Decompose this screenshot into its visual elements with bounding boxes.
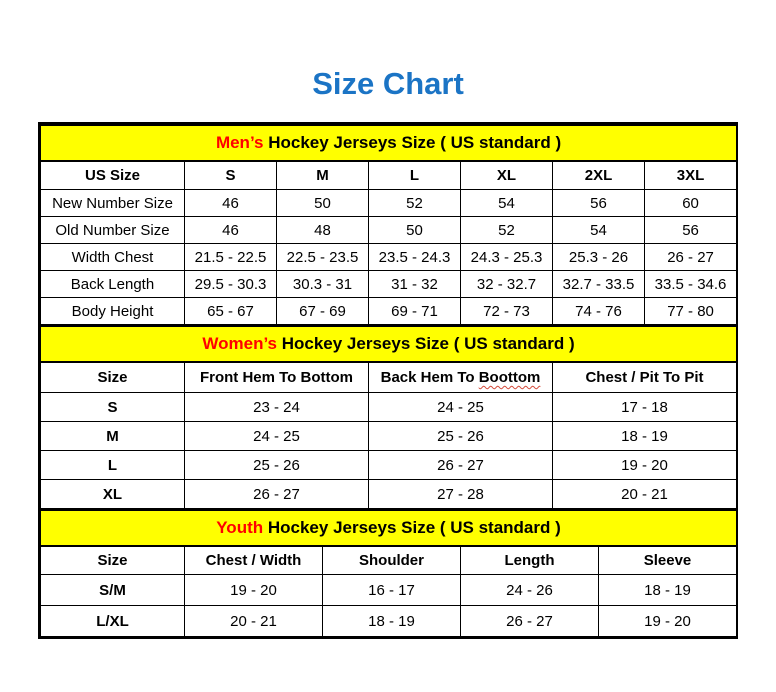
column-header: Shoulder bbox=[323, 546, 461, 575]
table-cell: 65 - 67 bbox=[185, 298, 277, 325]
table-cell: 18 - 19 bbox=[599, 575, 737, 606]
youth-highlight-word: Youth bbox=[216, 518, 264, 537]
mens-header-row bbox=[41, 161, 737, 190]
table-row bbox=[41, 575, 737, 606]
column-header: Length bbox=[461, 546, 599, 575]
table-cell: 26 - 27 bbox=[369, 451, 553, 480]
row-label: Body Height bbox=[41, 298, 185, 325]
mens-section-header bbox=[41, 125, 737, 161]
column-header: Sleeve bbox=[599, 546, 737, 575]
table-cell: 19 - 20 bbox=[553, 451, 737, 480]
table-row bbox=[41, 298, 737, 325]
column-header: XL bbox=[461, 161, 553, 190]
table-cell: 24 - 25 bbox=[185, 422, 369, 451]
table-cell: 25 - 26 bbox=[185, 451, 369, 480]
table-cell: 26 - 27 bbox=[185, 480, 369, 509]
youth-section-header bbox=[41, 510, 737, 546]
column-header: 2XL bbox=[553, 161, 645, 190]
column-header: Size bbox=[41, 546, 185, 575]
table-cell: 31 - 32 bbox=[369, 271, 461, 298]
column-header: Front Hem To Bottom bbox=[185, 362, 369, 393]
youth-size-table bbox=[40, 509, 737, 637]
table-cell: 67 - 69 bbox=[277, 298, 369, 325]
table-cell: 20 - 21 bbox=[553, 480, 737, 509]
youth-section-title bbox=[41, 510, 737, 546]
row-label: S bbox=[41, 393, 185, 422]
table-cell: 72 - 73 bbox=[461, 298, 553, 325]
table-cell: 16 - 17 bbox=[323, 575, 461, 606]
table-cell: 26 - 27 bbox=[461, 606, 599, 637]
table-cell: 30.3 - 31 bbox=[277, 271, 369, 298]
table-cell: 60 bbox=[645, 190, 737, 217]
table-cell: 33.5 - 34.6 bbox=[645, 271, 737, 298]
misspelled-word: Boottom bbox=[478, 369, 541, 386]
table-row bbox=[41, 451, 737, 480]
womens-size-table bbox=[40, 325, 737, 509]
column-header: Size bbox=[41, 362, 185, 393]
row-label: Back Length bbox=[41, 271, 185, 298]
table-cell: 56 bbox=[645, 217, 737, 244]
mens-highlight-word: Men’s bbox=[215, 133, 264, 152]
table-cell: 54 bbox=[553, 217, 645, 244]
table-cell: 17 - 18 bbox=[553, 393, 737, 422]
row-label: S/M bbox=[41, 575, 185, 606]
table-cell: 24.3 - 25.3 bbox=[461, 244, 553, 271]
womens-section-header bbox=[41, 326, 737, 362]
table-row bbox=[41, 480, 737, 509]
womens-title-rest: Hockey Jerseys Size ( US standard ) bbox=[277, 334, 575, 353]
mens-section-title bbox=[41, 125, 737, 161]
table-cell: 18 - 19 bbox=[553, 422, 737, 451]
row-label: XL bbox=[41, 480, 185, 509]
column-header: S bbox=[185, 161, 277, 190]
table-cell: 50 bbox=[277, 190, 369, 217]
youth-header-row bbox=[41, 546, 737, 575]
table-cell: 54 bbox=[461, 190, 553, 217]
row-label: Width Chest bbox=[41, 244, 185, 271]
table-cell: 20 - 21 bbox=[185, 606, 323, 637]
table-cell: 21.5 - 22.5 bbox=[185, 244, 277, 271]
size-tables-container bbox=[38, 122, 738, 639]
table-cell: 32.7 - 33.5 bbox=[553, 271, 645, 298]
womens-section-title bbox=[41, 326, 737, 362]
table-cell: 18 - 19 bbox=[323, 606, 461, 637]
row-label: L/XL bbox=[41, 606, 185, 637]
table-cell: 32 - 32.7 bbox=[461, 271, 553, 298]
column-header: Chest / Pit To Pit bbox=[553, 362, 737, 393]
table-row bbox=[41, 393, 737, 422]
table-row bbox=[41, 422, 737, 451]
table-row bbox=[41, 217, 737, 244]
table-cell: 29.5 - 30.3 bbox=[185, 271, 277, 298]
column-header: US Size bbox=[41, 161, 185, 190]
table-row bbox=[41, 271, 737, 298]
table-cell: 77 - 80 bbox=[645, 298, 737, 325]
column-header: M bbox=[277, 161, 369, 190]
column-header: L bbox=[369, 161, 461, 190]
table-cell: 46 bbox=[185, 217, 277, 244]
table-cell: 19 - 20 bbox=[185, 575, 323, 606]
table-cell: 27 - 28 bbox=[369, 480, 553, 509]
table-cell: 26 - 27 bbox=[645, 244, 737, 271]
column-header bbox=[369, 362, 553, 393]
table-cell: 25.3 - 26 bbox=[553, 244, 645, 271]
table-cell: 24 - 26 bbox=[461, 575, 599, 606]
table-cell: 48 bbox=[277, 217, 369, 244]
youth-title-rest: Hockey Jerseys Size ( US standard ) bbox=[263, 518, 561, 537]
column-header-text: Back Hem To bbox=[380, 369, 479, 386]
column-header: Chest / Width bbox=[185, 546, 323, 575]
womens-header-row bbox=[41, 362, 737, 393]
table-cell: 56 bbox=[553, 190, 645, 217]
mens-size-table bbox=[40, 124, 737, 325]
table-cell: 52 bbox=[369, 190, 461, 217]
table-cell: 74 - 76 bbox=[553, 298, 645, 325]
table-row bbox=[41, 606, 737, 637]
table-cell: 69 - 71 bbox=[369, 298, 461, 325]
table-cell: 50 bbox=[369, 217, 461, 244]
table-cell: 24 - 25 bbox=[369, 393, 553, 422]
table-row bbox=[41, 190, 737, 217]
row-label: Old Number Size bbox=[41, 217, 185, 244]
table-cell: 46 bbox=[185, 190, 277, 217]
table-row bbox=[41, 244, 737, 271]
table-cell: 22.5 - 23.5 bbox=[277, 244, 369, 271]
table-cell: 52 bbox=[461, 217, 553, 244]
row-label: M bbox=[41, 422, 185, 451]
table-cell: 19 - 20 bbox=[599, 606, 737, 637]
row-label: L bbox=[41, 451, 185, 480]
table-cell: 23 - 24 bbox=[185, 393, 369, 422]
mens-title-rest: Hockey Jerseys Size ( US standard ) bbox=[263, 133, 562, 152]
column-header: 3XL bbox=[645, 161, 737, 190]
table-cell: 25 - 26 bbox=[369, 422, 553, 451]
page-title: Size Chart bbox=[312, 66, 464, 101]
row-label: New Number Size bbox=[41, 190, 185, 217]
table-cell: 23.5 - 24.3 bbox=[369, 244, 461, 271]
womens-highlight-word: Women’s bbox=[202, 334, 277, 353]
